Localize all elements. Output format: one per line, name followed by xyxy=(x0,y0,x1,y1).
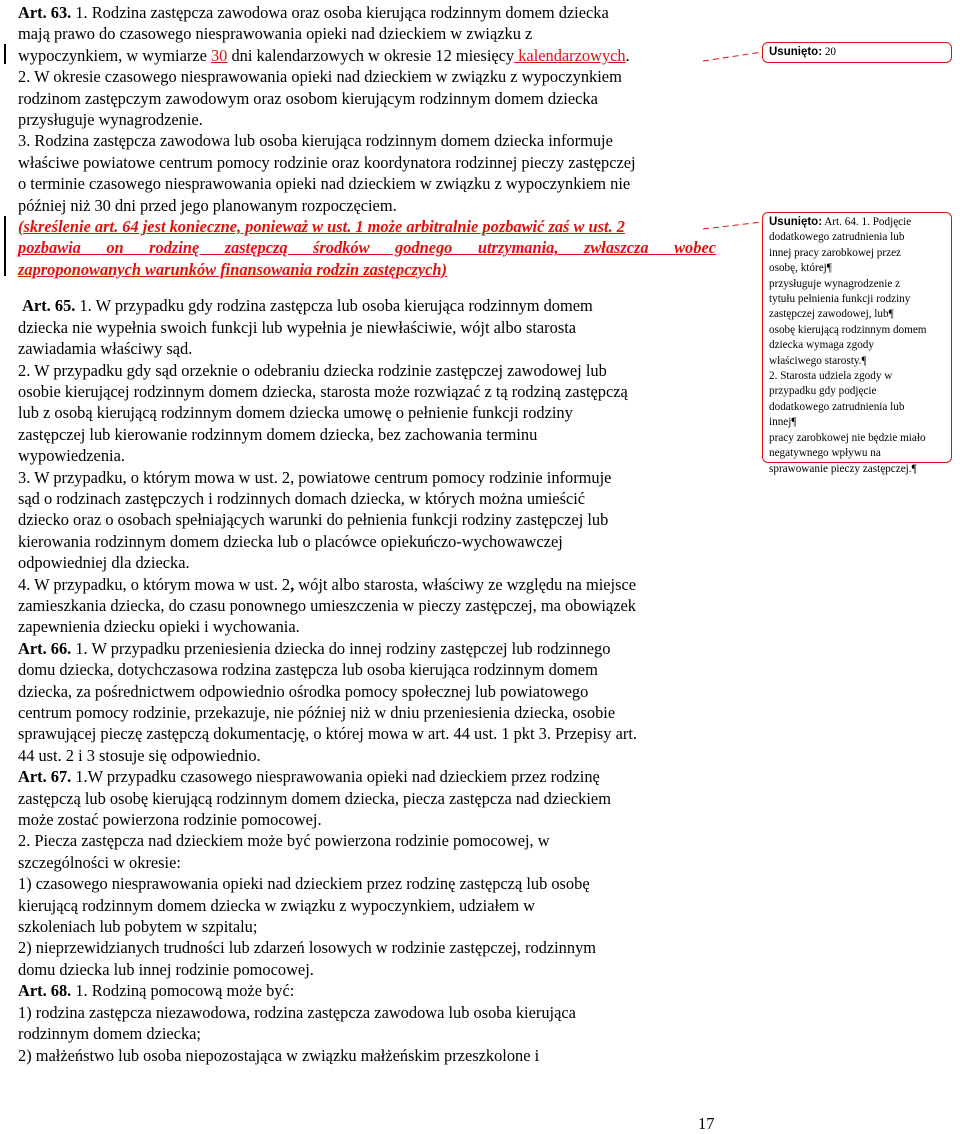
text-line: 4. W przypadku, o którym mowa w ust. 2 xyxy=(18,574,291,594)
art65-para4 xyxy=(18,574,718,638)
art66-para1 xyxy=(18,638,718,766)
balloon-text: przypadku gdy podjęcie xyxy=(769,385,877,398)
text-line: 1. Rodzina zastępcza zawodowa oraz osoba kierująca rodzinnym domem dziecka xyxy=(71,3,609,22)
article-66 xyxy=(18,638,718,766)
text-line: zastępczej lub kierowanie rodzinnym domem dziecka, bez zachowania terminu xyxy=(18,424,538,444)
text-line: może zostać powierzona rodzinie pomocowej. xyxy=(18,810,322,830)
balloon-text: osobę, której¶ xyxy=(769,262,832,275)
article-heading: Art. 67. xyxy=(18,767,72,787)
balloon-text: tytułu pełnienia funkcji rodziny xyxy=(769,293,911,306)
art65-para1 xyxy=(18,295,718,359)
balloon-text: zastępczej zawodowej, lub¶ xyxy=(769,308,894,321)
text-line: zapewnienia dziecku opieki i wychowania. xyxy=(18,617,300,637)
document-body xyxy=(18,2,718,1066)
article-heading: Art. 66. xyxy=(18,638,72,658)
text-line: 1) rodzina zastępcza niezawodowa, rodzina zastępcza zawodowa lub osoba kierująca xyxy=(18,1002,576,1022)
art63-para2 xyxy=(18,66,718,130)
balloon-text: Art. 64. 1. Podjęcie xyxy=(824,216,912,228)
balloon-text: 2. Starosta udziela zgody w xyxy=(769,370,893,383)
art63-para3 xyxy=(18,130,718,216)
text-line: sąd o rodzinach zastępczych i rodzinnych domach dziecka, w których można umieścić xyxy=(18,488,586,508)
art68-para1 xyxy=(18,980,718,1001)
inserted-note xyxy=(18,216,718,280)
text-line: mają prawo do czasowego niesprawowania opieki nad dzieckiem w związku z xyxy=(18,24,533,44)
text-line: rodzinnym domem dziecka; xyxy=(18,1024,201,1044)
art67-item1 xyxy=(18,873,718,937)
text-line: 1. W przypadku gdy rodzina zastępcza lub osoba kierująca rodzinnym domem xyxy=(75,296,593,316)
text-line: dziecka nie wypełnia swoich funkcji lub wypełnia je niewłaściwie, wójt albo starosta xyxy=(18,317,577,337)
balloon-text: dodatkowego zatrudnienia lub xyxy=(769,400,905,413)
balloon-text: właściwego starosty.¶ xyxy=(769,354,867,367)
text-line: wypowiedzenia. xyxy=(18,446,125,466)
text-line: centrum pomocy rodzinie, przekazuje, nie później niż w dniu przeniesienia dziecka, osobie xyxy=(18,703,616,722)
inserted-text: zaproponowanych warunków finansowania rodzin zastępczych) xyxy=(18,259,447,279)
text-line: 2. W przypadku gdy sąd orzeknie o odebraniu dziecka rodzinie zastępczej zawodowej lub xyxy=(18,360,607,380)
article-67 xyxy=(18,766,718,980)
balloon-text: dziecka wymaga zgody xyxy=(769,339,874,352)
art68-item1 xyxy=(18,1002,718,1045)
text-line: 2) nieprzewidzianych trudności lub zdarzeń losowych w rodzinie zastępczej, rodzinnym xyxy=(18,938,597,958)
text-line: zastępczą lub osobę kierującą rodzinnym domem dziecka, piecza zastępcza nad dzieckiem xyxy=(18,788,611,808)
balloon-text: 20 xyxy=(824,46,837,58)
text-line: . xyxy=(625,45,630,65)
text-line: wypoczynkiem, w wymiarze xyxy=(18,45,211,65)
text-line: 3. Rodzina zastępcza zawodowa lub osoba kierująca rodzinnym domem dziecka informuje xyxy=(18,131,613,151)
text-line: dziecka, za pośrednictwem odpowiednio ośrodka pomocy społecznej lub powiatowego xyxy=(18,681,589,701)
page-number: 17 xyxy=(698,1114,715,1133)
text-line: wójt albo starosta, właściwy ze względu na miejsce xyxy=(294,574,637,594)
art67-item2 xyxy=(18,937,718,980)
art65-para3 xyxy=(18,467,718,574)
text-line: przysługuje wynagrodzenie. xyxy=(18,110,203,130)
inserted-text: 30 xyxy=(210,45,228,65)
art65-para2 xyxy=(18,360,718,467)
art68-item2 xyxy=(18,1045,718,1066)
text-line: właściwe powiatowe centrum pomocy rodzinie oraz koordynatora rodzinnej pieczy zastępczej xyxy=(18,152,636,172)
inserted-text: kalendarzowych xyxy=(514,45,626,65)
text-line: 1.W przypadku czasowego niesprawowania opieki nad dzieckiem przez rodzinę xyxy=(71,767,600,787)
art63-para1 xyxy=(18,2,718,66)
text-line: rodzinom zastępczym zawodowym oraz osobom kierującym rodzinnym domem dziecka xyxy=(18,88,598,108)
text-line: sprawującej pieczę zastępczą dokumentację, o której mowa w art. 44 ust. 1 pkt 3. Przepisy art. xyxy=(18,724,637,744)
text-line: lub z osobą kierującą rodzinnym domem dziecka umowę o pełnienie funkcji rodziny xyxy=(18,403,573,423)
inserted-text: pozbawia on rodzinę zastępczą środków godnego utrzymania, zwłaszcza wobec xyxy=(18,238,716,258)
text-line: osobie kierującej rodzinnym domem dziecka, starosta może rozwiązać z tą rodziną zastępczą xyxy=(18,381,628,401)
balloon-text: przysługuje wynagrodzenie z xyxy=(769,277,901,290)
article-heading: Art. 63. xyxy=(18,3,72,22)
article-heading: Art. 68. xyxy=(18,981,72,1001)
text-line: domu dziecka, dotychczasowa rodzina zastępcza lub osoba kierująca rodzinnym domem xyxy=(18,660,598,680)
text-line: zamieszkania dziecka, do czasu ponownego umieszczenia w pieczy zastępczej, ma obowiązek xyxy=(18,595,636,615)
deletion-balloon[interactable] xyxy=(762,42,952,63)
text-line: 1. Rodziną pomocową może być: xyxy=(71,981,295,1001)
text-line: o terminie czasowego niesprawowania opieki nad dzieckiem w związku z wypoczynkiem nie xyxy=(18,174,631,194)
text-line: zawiadamia właściwy sąd. xyxy=(18,339,193,359)
deletion-balloon[interactable] xyxy=(762,212,952,475)
balloon-text: negatywnego wpływu na xyxy=(769,447,881,460)
balloon-text: dodatkowego zatrudnienia lub xyxy=(769,231,905,244)
text-line: , xyxy=(290,574,295,594)
article-68 xyxy=(18,980,718,1066)
text-line: kierowania rodzinnym domem dziecka lub o placówce opiekuńczo-wychowawczej xyxy=(18,531,563,551)
art67-para1 xyxy=(18,766,718,830)
balloon-label: Usunięto: xyxy=(769,46,823,58)
text-line: 3. W przypadku, o którym mowa w ust. 2, powiatowe centrum pomocy rodzinie informuje xyxy=(18,467,612,487)
balloon-text: pracy zarobkowej nie będzie miało xyxy=(769,431,926,444)
inserted-text: (skreślenie art. 64 jest konieczne, ponieważ w ust. 1 może arbitralnie pozbawić zaś w ust. 2 xyxy=(18,217,625,237)
text-line: później niż 30 dni przed jego planowanym rozpoczęciem. xyxy=(18,195,397,215)
text-line: dni kalendarzowych w okresie 12 miesięcy xyxy=(227,45,515,65)
text-line: szczególności w okresie: xyxy=(18,852,181,872)
text-line: 1. W przypadku przeniesienia dziecka do innej rodziny zastępczej lub rodzinnego xyxy=(71,638,611,658)
text-line: odpowiedniej dla dziecka. xyxy=(18,553,190,573)
balloon-text: sprawowanie pieczy zastępczej.¶ xyxy=(769,462,917,475)
article-heading: Art. 65. xyxy=(22,296,76,316)
balloon-text: osobę kierującą rodzinnym domem xyxy=(769,323,927,336)
text-line: domu dziecka lub innej rodzinie pomocowej. xyxy=(18,959,314,979)
article-65 xyxy=(18,295,718,638)
art67-para2 xyxy=(18,830,718,873)
text-line: 1) czasowego niesprawowania opieki nad dzieckiem przez rodzinę zastępczą lub osobę xyxy=(18,874,590,894)
text-line: kierującą rodzinnym domem dziecka w związku z wypoczynkiem, udziałem w xyxy=(18,895,536,915)
text-line: 2. Piecza zastępcza nad dzieckiem może być powierzona rodzinie pomocowej, w xyxy=(18,831,550,851)
balloon-text: innej pracy zarobkowej przez xyxy=(769,246,902,259)
text-line: 2. W okresie czasowego niesprawowania opieki nad dzieckiem w związku z wypoczynkiem xyxy=(18,67,622,87)
balloon-label: Usunięto: xyxy=(769,216,823,228)
text-line: szkoleniach lub pobytem w szpitalu; xyxy=(18,917,258,937)
text-line: dziecko oraz o osobach spełniających warunki do pełnienia funkcji rodziny zastępczej lub xyxy=(18,510,609,530)
article-63 xyxy=(18,2,718,280)
paragraph-gap xyxy=(18,280,718,295)
balloon-text: innej¶ xyxy=(769,416,797,429)
text-line: 2) małżeństwo lub osoba niepozostająca w związku małżeńskim przeszkolone i xyxy=(18,1045,540,1065)
text-line: 44 ust. 2 i 3 stosuje się odpowiednio. xyxy=(18,745,261,765)
